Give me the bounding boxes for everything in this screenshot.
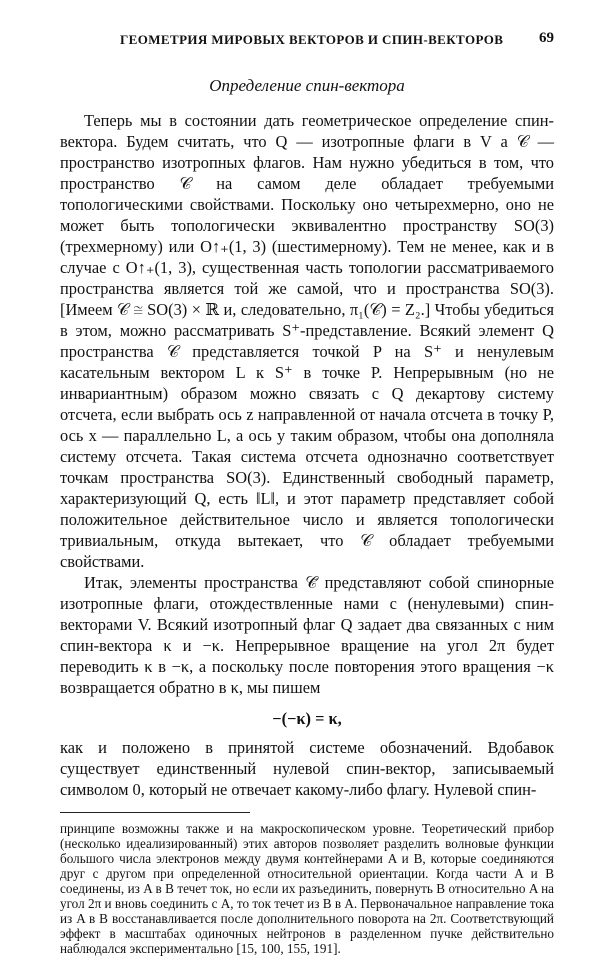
paragraph: Итак, элементы пространства 𝒞̃ представляют собой спинорные изотропные флаги, отождествленные нами с (ненулевыми) спин-векторами V. Всякий изотропный флаг Q задает два связанных с ним спин-вектора κ и −κ. Непрерывное вращение на угол 2π будет переводить κ в −κ, а поскольку после повторения этого вращения −κ возвращается обратно в κ, мы пишем [60,573,554,697]
footnote-separator [60,812,250,813]
equation: −(−κ) = κ, [272,709,342,728]
page-number: 69 [539,30,554,46]
section-title: Определение спин-вектора [209,76,405,95]
paragraph: как и положено в принятой системе обозначений. Вдобавок существует единственный нулевой спин-вектор, записываемый символом 0, который не отвечает какому-либо флагу. Нулевой спин- [60,738,554,799]
footnote [60,821,554,956]
paragraph: Теперь мы в состоянии дать геометрическое определение спин-вектора. Будем считать, что Q — изотропные флаги в V а 𝒞 — пространство изотропных флагов. Нам нужно убедиться в том, что пространство 𝒞 на самом деле обладает требуемыми топологическими свойствами. Поскольку оно четырехмерно, оно не может быть топологически эквивалентно пространству SO(3) (трехмерному) или O↑₊(1, 3) (шестимерному). Тем не менее, как и в случае с O↑₊(1, 3), существенная часть топологии рассматриваемого пространства является той же самой, что и пространства SO(3). [Имеем 𝒞 ≅ SO(3) × ℝ и, следовательно, π₁(𝒞) = Z₂.] Чтобы убедиться в этом, можно рассматривать S⁺-представление. Всякий элемент Q пространства 𝒞 представляется точкой P на S⁺ и ненулевым касательным вектором L к S⁺ в точке P. Непрерывным (но не инвариантным) образом можно связать с Q декартову систему отсчета, если выбрать ось z направленной от начала отсчета в точку P, ось x — параллельно L, а ось y таким образом, чтобы она дополняла систему отсчета. Такая система отсчета однозначно соответствует точкам пространства SO(3). Единственный свободный параметр, характеризующий Q, есть ‖L‖, и этот параметр представляет собой положительное действительное число и является топологически тривиальным, откуда вытекает, что 𝒞 обладает требуемыми свойствами. [60,111,554,571]
body-text [60,110,554,800]
running-head: ГЕОМЕТРИЯ МИРОВЫХ ВЕКТОРОВ И СПИН-ВЕКТОРОВ [120,32,504,47]
page-header [60,28,554,50]
footnote-text: принципе возможны также и на макроскопическом уровне. Теоретический прибор (несколько идеализированный) этих авторов позволяет разделить волновые функции большого числа электронов между двумя контейнерами A и B, которые соединяются друг с другом при определенной относительной ориентации. Когда части A и B соединены, из A в B течет ток, но если их разъединить, повернуть B относительно A на угол 2π и вновь соединить с A, то ток течет из B в A. Первоначальное направление тока из A в B восстанавливается после дополнительного поворота на 2π. Соответствующий эффект в масштабах одиночных нейтронов в разделенном пучке действительно наблюдался экспериментально [15, 100, 155, 191]. [60,821,554,956]
book-page [60,28,554,956]
